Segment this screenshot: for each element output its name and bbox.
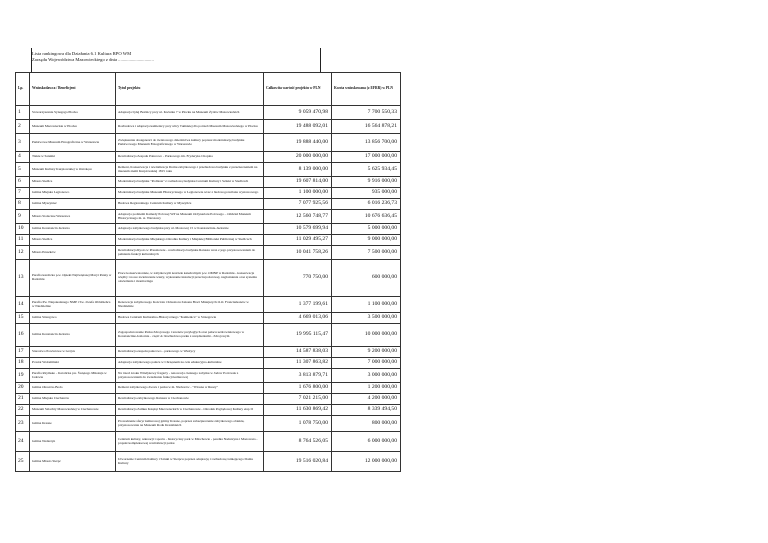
row-number: 18 [16, 358, 30, 369]
empty-space [401, 246, 763, 260]
row-number: 11 [16, 235, 30, 246]
empty-space [401, 106, 763, 120]
beneficiary-cell: Muzeum Mazowieckie w Płocku [30, 120, 116, 134]
row-number: 3 [16, 134, 30, 152]
project-title-cell: Rewitalizacja zabytkowego Ratusza w Ciechanowie [116, 394, 264, 405]
row-number: 8 [16, 199, 30, 210]
row-number: 16 [16, 324, 30, 347]
row-number: 14 [16, 297, 30, 313]
beneficiary-cell: Parafia Rzymsko - Katolicka pw. Świętego Mikołaja w Jadowie [30, 369, 116, 383]
table-header-row [16, 73, 763, 106]
table-row [16, 369, 763, 383]
margin-line-left [31, 48, 32, 72]
empty-space [401, 432, 763, 452]
project-title-cell: Rewitalizacja zespołu pałacowo - parkowego w Wieżycy [116, 347, 264, 358]
empty-space [401, 152, 763, 163]
empty-space [401, 260, 763, 297]
table-row [16, 246, 763, 260]
table-row [16, 416, 763, 432]
beneficiary-cell: Miasto Pruszków [30, 246, 116, 260]
efrr-amount-cell: 8 339 494,50 [332, 405, 401, 416]
project-title-cell: Rozbudowa i adaptacja kamienicy przy ulicy Tumskiej dla potrzeb Muzeum Mazowieckiego w Płocku [116, 120, 264, 134]
project-title-cell: Adaptacja podziemi Kamedy Polowej WP na Muzeum Ordynariatu Polowego – Oddział Muzeum Historycznego m. st. Warszawy [116, 210, 264, 224]
beneficiary-cell: Gmina Strzegowo [30, 313, 116, 324]
beneficiary-cell: Starostwo Powiatowe w Grójcu [30, 347, 116, 358]
document-title: Lista rankingowa dla Działania 6.1 Kultura RPO WM [32, 51, 132, 56]
beneficiary-cell: Gmina Myszyniec [30, 199, 116, 210]
table-row [16, 134, 763, 152]
col-header-efrr: Kwota wnioskowana (z EFRR) w PLN [332, 73, 401, 106]
project-title-cell: Adaptacja byłej Bożnicy przy ul. Kwiatka 7 w Płocku na Muzeum Żydów Mazowieckich [116, 106, 264, 120]
empty-space [401, 177, 763, 188]
table-row [16, 432, 763, 452]
row-number: 13 [16, 260, 30, 297]
row-number: 24 [16, 432, 30, 452]
table-row [16, 188, 763, 199]
empty-space [401, 358, 763, 369]
table-row [16, 177, 763, 188]
total-value-cell: 11 307 863,82 [264, 358, 332, 369]
total-value-cell: 7 077 925,56 [264, 199, 332, 210]
empty-space [401, 134, 763, 152]
table-row [16, 358, 763, 369]
efrr-amount-cell: 10 000 000,00 [332, 324, 401, 347]
col-header-beneficiary: Wnioskodawca / Beneficjent [30, 73, 116, 106]
project-title-cell: Rewitalizacja Ryoto w Pruszkowie - rewitalizacja budynku Ratusza wraz z jego przystosowaniem do pełnienia funkcji kulturalnych [116, 246, 264, 260]
margin-line-right [320, 48, 321, 72]
efrr-amount-cell: 1 200 000,00 [332, 383, 401, 394]
beneficiary-cell: Gmina Nadarzyn [30, 432, 116, 452]
table-row [16, 210, 763, 224]
empty-space [401, 73, 763, 106]
row-number: 23 [16, 416, 30, 432]
total-value-cell: 12 560 748,77 [264, 210, 332, 224]
project-title-cell: Budowa Regionalnego Centrum Kultury w Myszyńcu [116, 199, 264, 210]
efrr-amount-cell: 600 000,00 [332, 260, 401, 297]
efrr-amount-cell: 3 000 000,00 [332, 369, 401, 383]
beneficiary-cell: Gmina Miejska Ciechanów [30, 394, 116, 405]
table-row [16, 324, 763, 347]
empty-space [401, 313, 763, 324]
efrr-amount-cell: 1 100 000,00 [332, 297, 401, 313]
project-title-cell: Centrum kultury, rekreacji i sportu - historyczny park w Młochowie - perełka Nadarzyna i Mazowsza - projekt kompleksowej rewitalizacji parku [116, 432, 264, 452]
efrr-amount-cell: 16 564 878,21 [332, 120, 401, 134]
efrr-amount-cell: 7 500 000,00 [332, 246, 401, 260]
row-number: 9 [16, 210, 30, 224]
empty-space [401, 120, 763, 134]
row-number: 2 [16, 120, 30, 134]
empty-space [401, 347, 763, 358]
beneficiary-cell: Gmina Konstancin Jeziorna [30, 224, 116, 235]
total-value-cell: 770 750,00 [264, 260, 332, 297]
total-value-cell: 10 579 699,94 [264, 224, 332, 235]
total-value-cell: 8 139 000,00 [264, 163, 332, 177]
table-row [16, 383, 763, 394]
empty-space [401, 224, 763, 235]
efrr-amount-cell: 7 700 550,33 [332, 106, 401, 120]
project-title-cell: Adaptacja zabytkowego budynku przy ul. Mostowej 15 w Konstancinie-Jeziornie [116, 224, 264, 235]
empty-space [401, 163, 763, 177]
empty-space [401, 188, 763, 199]
beneficiary-cell: Gmina Krasne [30, 416, 116, 432]
efrr-amount-cell: 13 856 700,00 [332, 134, 401, 152]
total-value-cell: 1 078 750,00 [264, 416, 332, 432]
beneficiary-cell: Tiskie w Sanniki [30, 152, 116, 163]
project-title-cell: Zwiększenie dostępności do światowego dziedzictwa kultury poprzez modernizację budynku Państwowego Muzeum Etnograficznego w Warszawie [116, 134, 264, 152]
table-row [16, 347, 763, 358]
beneficiary-cell: Gmina Konstancin Jeziorna [30, 324, 116, 347]
table-row [16, 199, 763, 210]
row-number: 6 [16, 177, 30, 188]
empty-space [401, 383, 763, 394]
project-title-cell: Modernizacja budynku Muzeum Historycznego w Legionowie wraz z budową pawilonu wystawowego [116, 188, 264, 199]
table-row [16, 120, 763, 134]
beneficiary-cell: Miasto Stołeczne Warszawa [30, 210, 116, 224]
table-body [16, 106, 763, 472]
table-row [16, 163, 763, 177]
project-title-cell: Utworzenie Centrum Kultury i Sztuki w Sierpcu poprzez adaptację i rozbudowę istniejącego Domu Kultury [116, 452, 264, 472]
total-value-cell: 1 377 199,61 [264, 297, 332, 313]
beneficiary-cell: Parafia Pw. Niepokalanego NMP i Sw. Józefa Oblubieńca w Niedzielnie [30, 297, 116, 313]
project-title-cell: Rewitalizacja Zespołu Pałacowo - Parkowego im. Fryderyka Chopina [116, 152, 264, 163]
table-row [16, 394, 763, 405]
total-value-cell: 8 764 526,05 [264, 432, 332, 452]
project-title-cell: Renowacja zabytkowego Kościoła i Klasztoru Zakonu Braci Mniejszych O.O. Franciszkanów w Niedzielnie [116, 297, 264, 313]
table-row [16, 405, 763, 416]
col-header-title: Tytuł projektu [116, 73, 264, 106]
table-row [16, 313, 763, 324]
project-title-cell: Zagospodarowanie Parku Zdrojowego i terenów przyległych oraz pałacu uzdrowiskowego w Konstancinie-Jeziornie - część A: Rozbudowa parku z urządzeniami - Zdrojowym [116, 324, 264, 347]
total-value-cell: 1 100 000,00 [264, 188, 332, 199]
total-value-cell: 10 041 758,26 [264, 246, 332, 260]
project-title-cell: Modernizacja budynku "Podlasie" z rozbudową budynku Centrum Kultury i Sztuki w Siedlcach [116, 177, 264, 188]
table-row [16, 235, 763, 246]
row-number: 20 [16, 383, 30, 394]
table-row [16, 224, 763, 235]
project-title-cell: Remont, Konserwacja i rewitalizacja Domu zabytkowego i przebudowa budynku z przeznaczeniem na muzeum ziemi Kurpiowskiej 1815 roku [116, 163, 264, 177]
project-title-cell: Remont zabytkowego dworu i parku w m. Nieborów - "Wiosna w Ruszy" [116, 383, 264, 394]
beneficiary-cell: Gmina Miejska Legionowo [30, 188, 116, 199]
table-row [16, 152, 763, 163]
total-value-cell: 19 516 020,84 [264, 452, 332, 472]
total-value-cell: 7 021 215,00 [264, 394, 332, 405]
beneficiary-cell: Stowarzyszenie Synagoga Płocka [30, 106, 116, 120]
efrr-amount-cell: 935 000,00 [332, 188, 401, 199]
empty-space [401, 235, 763, 246]
beneficiary-cell: Parafia katolicka p.w. Opieki Najświętszej Maryi Panny w Radomiu [30, 260, 116, 297]
efrr-amount-cell: 9 000 000,00 [332, 235, 401, 246]
beneficiary-cell: Gmina Ołoszów-Bodo [30, 383, 116, 394]
beneficiary-cell: Muzeum Szlachty Mazowieckiej w Ciechanowie [30, 405, 116, 416]
project-title-cell: Prace konserwatorskie, w zabytkowym kościele katedralnym p.w. OMNP w Radomiu - konserwacja więźby i nowe zwieńczenie wieży, wykonanie instalacji przeciwpożarowej, nagłośnienia oraz systemu oświetlenia i monitoringu [116, 260, 264, 297]
efrr-amount-cell: 6 016 236,73 [332, 199, 401, 210]
empty-space [401, 394, 763, 405]
beneficiary-cell: Miasto Siedlce [30, 235, 116, 246]
project-title-cell: Modernizacja budynku Miejskiego Ośrodka Kultury i Miejskiej Biblioteki Publicznej w Siedlcach [116, 235, 264, 246]
table-row [16, 260, 763, 297]
col-header-lp: Lp. [16, 73, 30, 106]
efrr-amount-cell: 5 000 000,00 [332, 224, 401, 235]
efrr-amount-cell: 7 000 000,00 [332, 358, 401, 369]
row-number: 15 [16, 313, 30, 324]
efrr-amount-cell: 12 000 000,00 [332, 452, 401, 472]
efrr-amount-cell: 5 625 934,45 [332, 163, 401, 177]
row-number: 1 [16, 106, 30, 120]
project-title-cell: Na trzeci kroku Windykowy fragarty - renowacja ciennego zabytku w Jadów Portowsk z przystosowaniem do zwiedzania funkcji kulturowej [116, 369, 264, 383]
total-value-cell: 20 000 000,00 [264, 152, 332, 163]
empty-space [401, 210, 763, 224]
empty-space [401, 199, 763, 210]
empty-space [401, 405, 763, 416]
efrr-amount-cell: 9 200 000,00 [332, 347, 401, 358]
efrr-amount-cell: 9 916 000,00 [332, 177, 401, 188]
beneficiary-cell: Powiat Wołomiński [30, 358, 116, 369]
empty-space [401, 324, 763, 347]
project-title-cell: Rewitalizacja Zamku Książąt Mazowieckich w Ciechanowie - Ośrodek Poglądowej Kultury etap II [116, 405, 264, 416]
efrr-amount-cell: 17 000 000,00 [332, 152, 401, 163]
total-value-cell: 19 488 092,01 [264, 120, 332, 134]
ranking-table [15, 72, 763, 472]
total-value-cell: 19 888 440,00 [264, 134, 332, 152]
row-number: 7 [16, 188, 30, 199]
row-number: 25 [16, 452, 30, 472]
efrr-amount-cell: 800 000,00 [332, 416, 401, 432]
row-number: 4 [16, 152, 30, 163]
total-value-cell: 19 607 814,00 [264, 177, 332, 188]
table-row [16, 452, 763, 472]
efrr-amount-cell: 4 200 000,00 [332, 394, 401, 405]
efrr-amount-cell: 6 000 000,00 [332, 432, 401, 452]
project-title-cell: Budowa Centrum Kulturalno-Historycznego "Kamienica" w Strzegowie [116, 313, 264, 324]
empty-space [401, 369, 763, 383]
table-row [16, 297, 763, 313]
row-number: 5 [16, 163, 30, 177]
row-number: 12 [16, 246, 30, 260]
document-subtitle: Zarządu Województwa Mazowieckiego z dnia ............................... [32, 57, 154, 62]
beneficiary-cell: Państwowe Muzeum Etnograficzne w Warszawie [30, 134, 116, 152]
beneficiary-cell: Gmina Miasto Sierpc [30, 452, 116, 472]
total-value-cell: 14 587 838,03 [264, 347, 332, 358]
row-number: 17 [16, 347, 30, 358]
total-value-cell: 4 669 013,06 [264, 313, 332, 324]
project-title-cell: Prowadzenie sferyr kulturowej gminy Krasne, poprzez zabezpieczenie zabytkowego obiektu, przystosowanie na Muzeum Rodu Krasińskich [116, 416, 264, 432]
col-header-total: Całkowita wartość projektu w PLN [264, 73, 332, 106]
table-row [16, 106, 763, 120]
total-value-cell: 9 059 470,98 [264, 106, 332, 120]
efrr-amount-cell: 3 500 000,00 [332, 313, 401, 324]
beneficiary-cell: Miasto Siedlce [30, 177, 116, 188]
empty-space [401, 297, 763, 313]
total-value-cell: 1 676 800,00 [264, 383, 332, 394]
total-value-cell: 3 813 879,71 [264, 369, 332, 383]
row-number: 21 [16, 394, 30, 405]
total-value-cell: 11 630 869,42 [264, 405, 332, 416]
project-title-cell: Adaptacja zabytkowego pałacu w Chrzęsnem na cele edukacyjno-kulturalne [116, 358, 264, 369]
empty-space [401, 452, 763, 472]
empty-space [401, 416, 763, 432]
row-number: 19 [16, 369, 30, 383]
total-value-cell: 11 029 495,27 [264, 235, 332, 246]
efrr-amount-cell: 10 676 636,45 [332, 210, 401, 224]
row-number: 10 [16, 224, 30, 235]
beneficiary-cell: Muzeum Kultury Kurpiowskiej w Ostrołęce [30, 163, 116, 177]
row-number: 22 [16, 405, 30, 416]
total-value-cell: 19 995 115,47 [264, 324, 332, 347]
